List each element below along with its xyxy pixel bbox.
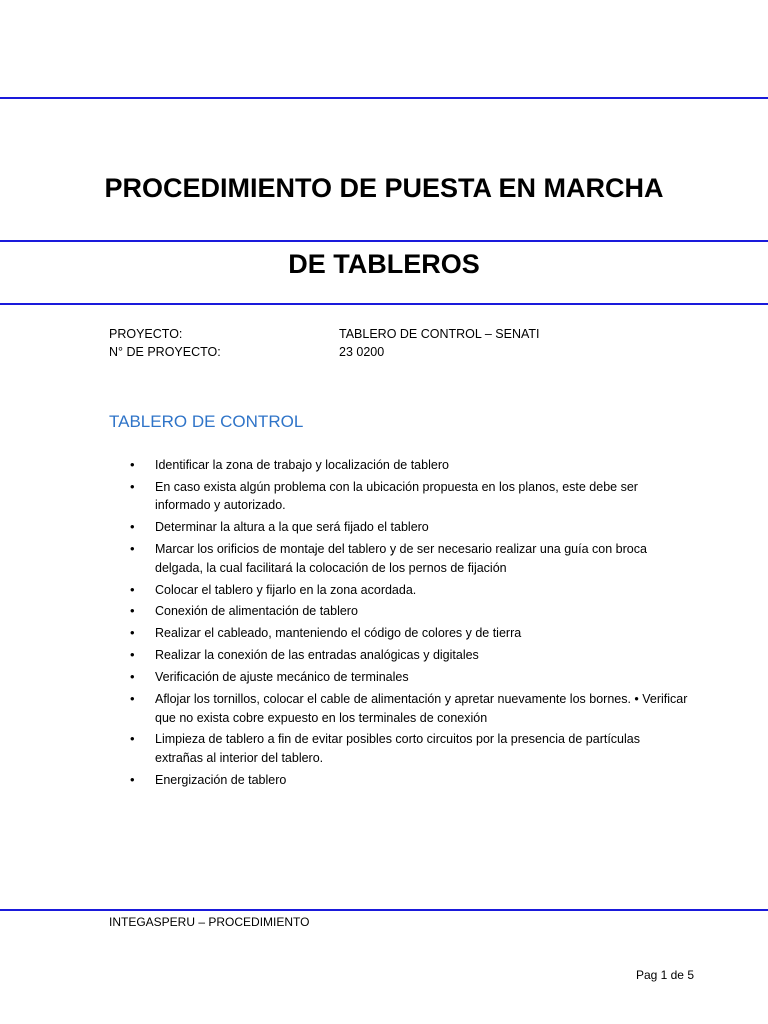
bullet-icon: •	[130, 581, 135, 597]
footer-rule	[0, 909, 768, 911]
title-bottom-rule	[0, 303, 768, 305]
project-info	[109, 325, 540, 361]
top-rule	[0, 97, 768, 99]
list-item	[130, 668, 690, 687]
bullet-icon: •	[130, 731, 135, 747]
list-item	[130, 518, 690, 537]
project-number-label: N° DE PROYECTO:	[109, 345, 221, 359]
list-item-text: Determinar la altura a la que será fijado el tablero	[155, 520, 429, 535]
list-item-text: En caso exista algún problema con la ubicación propuesta en los planos, este debe ser informado y autorizado.	[155, 479, 638, 513]
list-item	[130, 540, 690, 577]
list-item	[130, 602, 690, 621]
bullet-icon: •	[130, 669, 135, 685]
project-row	[109, 325, 540, 343]
project-label: PROYECTO:	[109, 327, 183, 341]
project-number-value: 23 0200	[339, 345, 385, 359]
bullet-icon: •	[130, 647, 135, 663]
document-title-line-2: DE TABLEROS	[288, 249, 480, 279]
list-item-text: Energización de tablero	[155, 772, 287, 787]
title-rule	[0, 240, 768, 242]
footer-text: INTEGASPERU – PROCEDIMIENTO	[109, 915, 310, 929]
project-value: TABLERO DE CONTROL – SENATI	[339, 327, 540, 341]
list-item	[130, 478, 690, 515]
bullet-icon: •	[130, 519, 135, 535]
list-item	[130, 624, 690, 643]
project-number-row	[109, 343, 540, 361]
page-number: Pag 1 de 5	[635, 968, 694, 982]
list-item	[130, 771, 690, 790]
document-title-line-1: PROCEDIMIENTO DE PUESTA EN MARCHA	[104, 173, 664, 203]
list-item	[130, 581, 690, 600]
bullet-icon: •	[130, 691, 135, 707]
list-item	[130, 690, 690, 727]
bullet-icon: •	[130, 603, 135, 619]
list-item	[130, 456, 690, 475]
list-item-text: Verificación de ajuste mecánico de terminales	[155, 670, 409, 685]
list-item-text: Realizar la conexión de las entradas analógicas y digitales	[155, 648, 479, 663]
bullet-icon: •	[130, 478, 135, 494]
procedure-list	[130, 456, 690, 793]
list-item-text: Limpieza de tablero a fin de evitar posibles corto circuitos por la presencia de partículas extrañas al interior del tablero.	[155, 732, 640, 765]
list-item-text: Marcar los orificios de montaje del tablero y de ser necesario realizar una guía con broca delgada, la cual facilitará la colocación de los pernos de fijación	[155, 542, 647, 575]
section-heading: TABLERO DE CONTROL	[109, 412, 304, 431]
bullet-icon: •	[130, 541, 135, 557]
bullet-icon: •	[130, 771, 135, 787]
list-item-text: Colocar el tablero y fijarlo en la zona acordada.	[155, 582, 417, 597]
bullet-icon: •	[130, 457, 135, 472]
list-item-text: Realizar el cableado, manteniendo el código de colores y de tierra	[155, 626, 522, 641]
list-item-text: Identificar la zona de trabajo y localización de tablero	[155, 458, 449, 472]
bullet-icon: •	[130, 625, 135, 641]
list-item-text: Conexión de alimentación de tablero	[155, 604, 358, 619]
list-item	[130, 646, 690, 665]
list-item	[130, 730, 690, 767]
list-item-text: Aflojar los tornillos, colocar el cable de alimentación y apretar nuevamente los bornes. • Verificar que no exista cobre expuesto en los terminales de conexión	[155, 692, 688, 725]
